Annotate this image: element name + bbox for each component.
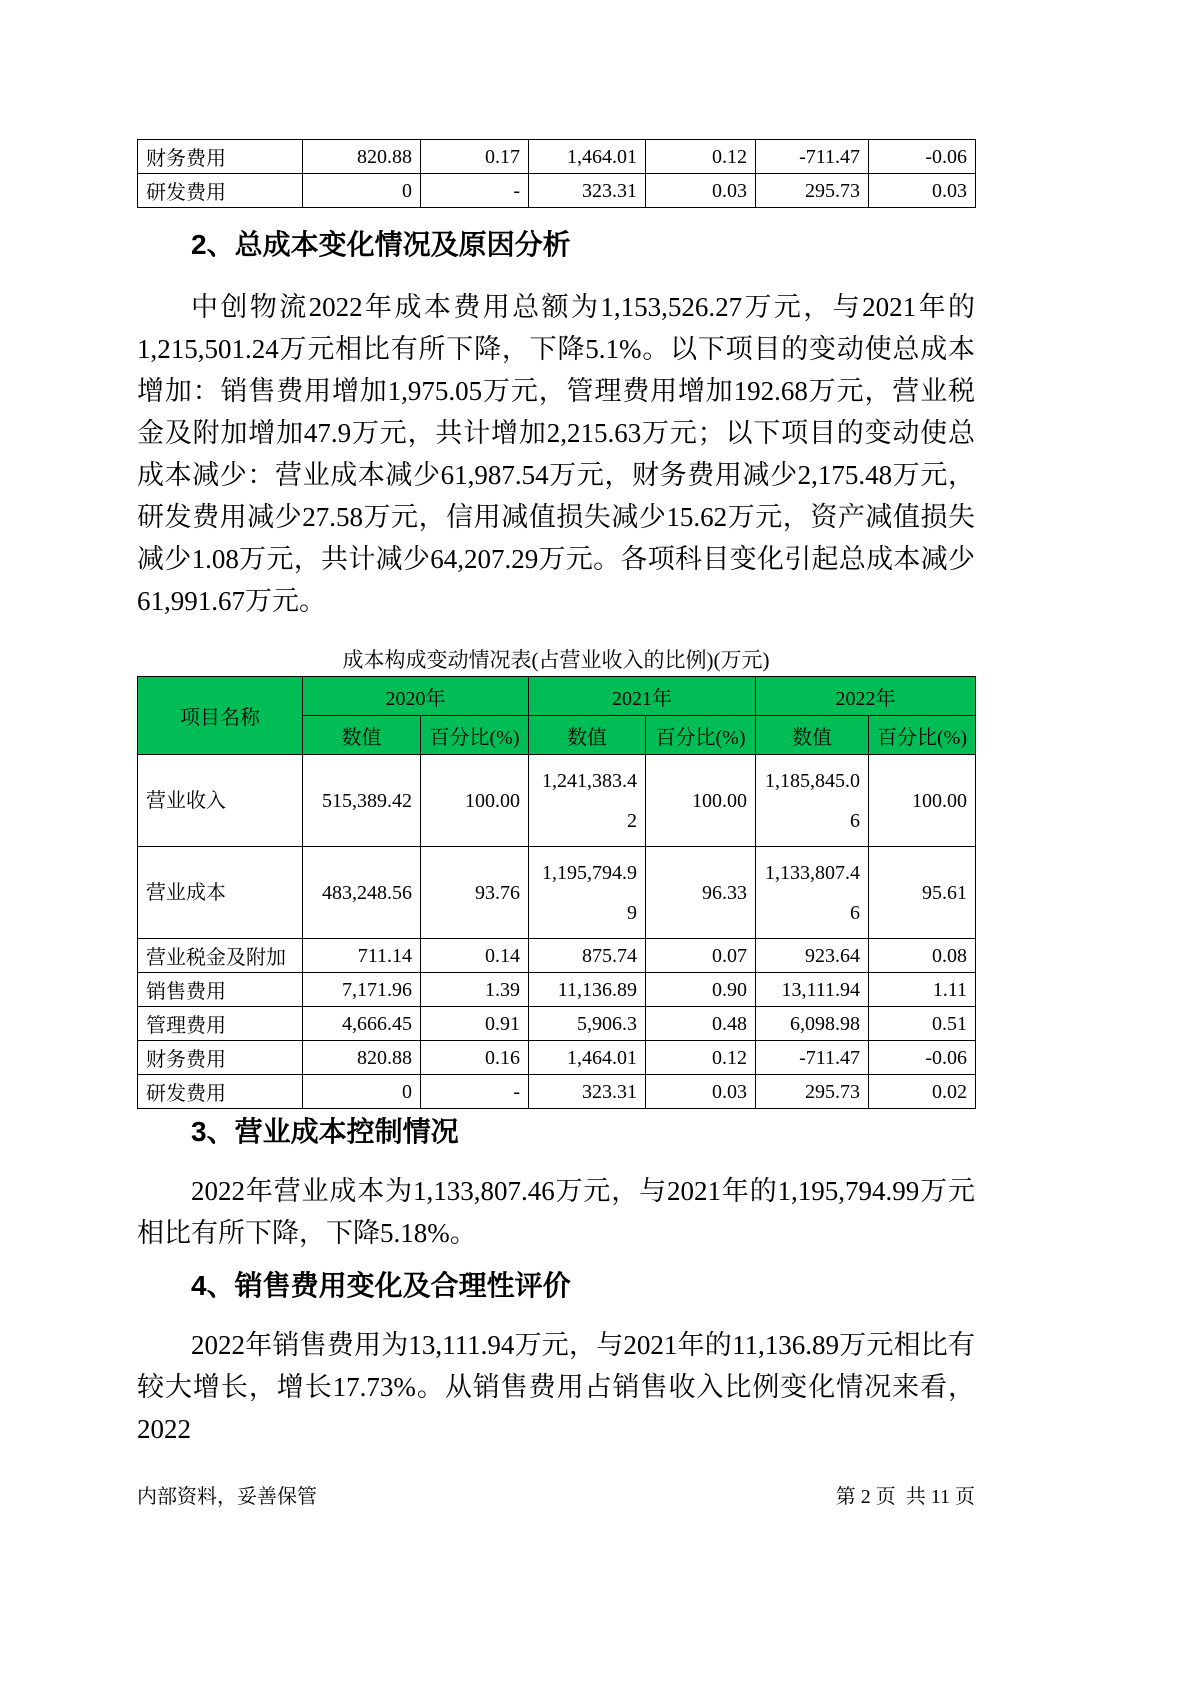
row-label: 研发费用 xyxy=(138,174,303,208)
section-2-heading: 2、总成本变化情况及原因分析 xyxy=(191,229,571,260)
value-cell: 0 xyxy=(303,174,421,208)
cost-structure-table xyxy=(137,676,976,1109)
value-header: 数值 xyxy=(303,716,421,755)
year-header-2022: 2022年 xyxy=(756,677,976,716)
value-cell: 11,136.89 xyxy=(529,973,646,1007)
value-cell: 1,241,383.42 xyxy=(529,755,646,847)
value-cell: 0.14 xyxy=(421,939,529,973)
value-cell: 96.33 xyxy=(646,847,756,939)
value-cell: 323.31 xyxy=(529,1075,646,1109)
value-cell: 875.74 xyxy=(529,939,646,973)
value-cell: 1,185,845.06 xyxy=(756,755,869,847)
value-cell: 0.51 xyxy=(869,1007,976,1041)
value-cell: 93.76 xyxy=(421,847,529,939)
value-cell: 100.00 xyxy=(869,755,976,847)
footer-confidential-note: 内部资料，妥善保管 xyxy=(137,1486,317,1508)
value-cell: 323.31 xyxy=(529,174,646,208)
table-row xyxy=(138,174,976,208)
value-cell: - xyxy=(421,174,529,208)
item-name-header: 项目名称 xyxy=(138,677,303,755)
row-label: 营业税金及附加 xyxy=(138,939,303,973)
row-label: 管理费用 xyxy=(138,1007,303,1041)
row-label: 研发费用 xyxy=(138,1075,303,1109)
section-3-paragraph: 2022年营业成本为1,133,807.46万元，与2021年的1,195,794.99万元相比有所下降，下降5.18%。 xyxy=(137,1176,975,1248)
table-header-row xyxy=(138,677,976,716)
value-cell: 1,464.01 xyxy=(529,140,646,174)
pct-header: 百分比(%) xyxy=(646,716,756,755)
value-cell: 0.16 xyxy=(421,1041,529,1075)
value-header: 数值 xyxy=(529,716,646,755)
value-cell: 1,195,794.99 xyxy=(529,847,646,939)
value-cell: 0.02 xyxy=(869,1075,976,1109)
table-row xyxy=(138,847,976,939)
footer-page-number: 第 2 页 共 11 页 xyxy=(835,1486,975,1508)
table-row xyxy=(138,755,976,847)
value-cell: 0.07 xyxy=(646,939,756,973)
value-cell: 295.73 xyxy=(756,174,869,208)
value-cell: 0.17 xyxy=(421,140,529,174)
value-cell: 0.12 xyxy=(646,140,756,174)
year-header-2021: 2021年 xyxy=(529,677,756,716)
value-cell: 0.03 xyxy=(646,174,756,208)
year-header-2020: 2020年 xyxy=(303,677,529,716)
value-cell: 0.48 xyxy=(646,1007,756,1041)
section-2-paragraph: 中创物流2022年成本费用总额为1,153,526.27万元，与2021年的1,215,501.24万元相比有所下降，下降5.1%。以下项目的变动使总成本增加：销售费用增加1,975.05万元，管理费用增加192.68万元，营业税金及附加增加47.9万元，共计增加2,215.63万元；以下项目的变动使总成本减少：营业成本减少61,987.54万元，财务费用减少2,175.48万元，研发费用减少27.58万元，信用减值损失减少15.62万元，资产减值损失减少1.08万元，共计减少64,207.29万元。各项科目变化引起总成本减少61,991.67万元。 xyxy=(137,292,975,616)
value-cell: 295.73 xyxy=(756,1075,869,1109)
section-4-heading: 4、销售费用变化及合理性评价 xyxy=(191,1270,571,1301)
value-cell: 0.91 xyxy=(421,1007,529,1041)
row-label: 营业成本 xyxy=(138,847,303,939)
row-label: 营业收入 xyxy=(138,755,303,847)
value-cell: 1.39 xyxy=(421,973,529,1007)
value-cell: 4,666.45 xyxy=(303,1007,421,1041)
pct-header: 百分比(%) xyxy=(421,716,529,755)
value-cell: - xyxy=(421,1075,529,1109)
value-cell: 820.88 xyxy=(303,1041,421,1075)
value-cell: 0.08 xyxy=(869,939,976,973)
carryover-table-fragment xyxy=(137,139,976,208)
value-cell: 923.64 xyxy=(756,939,869,973)
value-cell: -0.06 xyxy=(869,140,976,174)
value-cell: 515,389.42 xyxy=(303,755,421,847)
value-cell: -711.47 xyxy=(756,140,869,174)
value-cell: 0 xyxy=(303,1075,421,1109)
table-row xyxy=(138,1007,976,1041)
cost-table-caption: 成本构成变动情况表(占营业收入的比例)(万元) xyxy=(342,648,770,672)
row-label: 财务费用 xyxy=(138,1041,303,1075)
value-cell: 0.12 xyxy=(646,1041,756,1075)
table-row xyxy=(138,973,976,1007)
value-cell: 7,171.96 xyxy=(303,973,421,1007)
pct-header: 百分比(%) xyxy=(869,716,976,755)
value-cell: 711.14 xyxy=(303,939,421,973)
section-4-paragraph: 2022年销售费用为13,111.94万元，与2021年的11,136.89万元相比有较大增长，增长17.73%。从销售费用占销售收入比例变化情况来看，2022 xyxy=(137,1330,975,1444)
value-cell: 5,906.3 xyxy=(529,1007,646,1041)
section-3-heading: 3、营业成本控制情况 xyxy=(191,1116,459,1147)
value-cell: 0.90 xyxy=(646,973,756,1007)
value-cell: 13,111.94 xyxy=(756,973,869,1007)
value-cell: 483,248.56 xyxy=(303,847,421,939)
table-row xyxy=(138,1041,976,1075)
value-cell: 0.03 xyxy=(646,1075,756,1109)
table-row xyxy=(138,939,976,973)
value-cell: 95.61 xyxy=(869,847,976,939)
value-cell: 1,464.01 xyxy=(529,1041,646,1075)
table-row xyxy=(138,1075,976,1109)
value-cell: 820.88 xyxy=(303,140,421,174)
value-cell: 6,098.98 xyxy=(756,1007,869,1041)
value-cell: 1,133,807.46 xyxy=(756,847,869,939)
row-label: 财务费用 xyxy=(138,140,303,174)
value-cell: 100.00 xyxy=(646,755,756,847)
row-label: 销售费用 xyxy=(138,973,303,1007)
value-cell: 100.00 xyxy=(421,755,529,847)
value-cell: -0.06 xyxy=(869,1041,976,1075)
value-header: 数值 xyxy=(756,716,869,755)
table-row xyxy=(138,140,976,174)
value-cell: 1.11 xyxy=(869,973,976,1007)
value-cell: 0.03 xyxy=(869,174,976,208)
value-cell: -711.47 xyxy=(756,1041,869,1075)
